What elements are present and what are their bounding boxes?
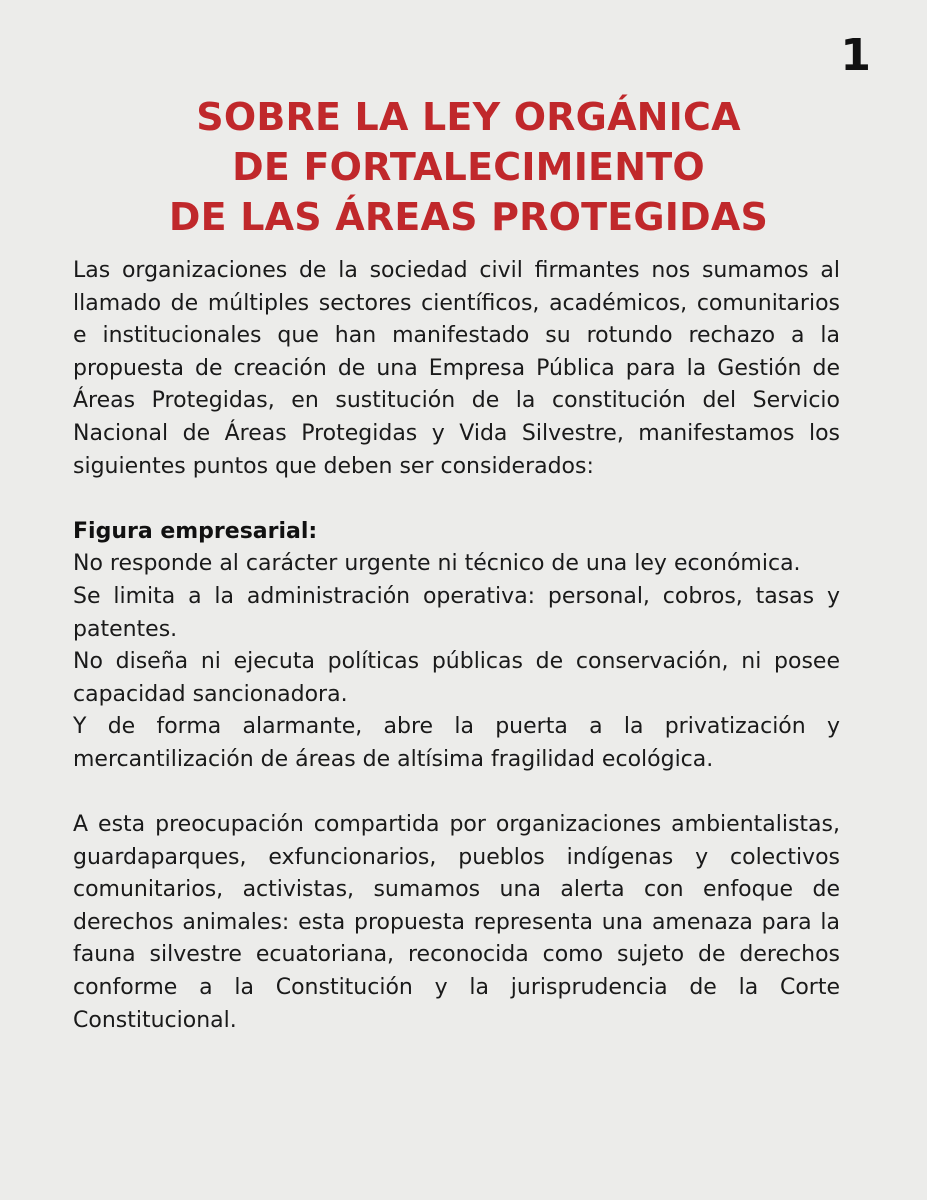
paragraph-spacer [73, 483, 840, 516]
page-number: 1 [840, 30, 871, 81]
document-body [73, 255, 840, 1037]
title-line: DE LAS ÁREAS PROTEGIDAS [168, 195, 769, 239]
paragraph-spacer [73, 777, 840, 810]
list-item: No diseña ni ejecuta políticas públicas de conservación, ni posee capacidad sancionadora. [73, 649, 840, 707]
title-line: DE FORTALECIMIENTO [232, 145, 705, 189]
list-item: Se limita a la administración operativa: personal, cobros, tasas y patentes. [73, 583, 840, 642]
list-item: Y de forma alarmante, abre la puerta a la privatización y mercantilización de áreas de altísima fragilidad ecológica. [73, 714, 840, 772]
intro-paragraph: Las organizaciones de la sociedad civil firmantes nos sumamos al llamado de múltiples sectores científicos, académicos, comunitarios e institucionales que han manifestado su rotundo rechazo a la propuesta de creación de una Empresa Pública para la Gestión de Áreas Protegidas, en sustitución de la constitución del Servicio Nacional de Áreas Protegidas y Vida Silvestre, manifestamos los siguientes puntos que deben ser considerados: [73, 258, 840, 479]
title-line: SOBRE LA LEY ORGÁNICA [196, 95, 741, 139]
closing-paragraph: A esta preocupación compartida por organizaciones ambientalistas, guardaparques, exfuncionarios, pueblos indígenas y colectivos comunitarios, activistas, sumamos una alerta con enfoque de derechos animales: esta propuesta representa una amenaza para la fauna silvestre ecuatoriana, reconocida como sujeto de derechos conforme a la Constitución y la jurisprudencia de la Corte Constitucional. [73, 812, 840, 1033]
page-title [60, 92, 877, 242]
section-heading: Figura empresarial: [73, 518, 318, 544]
list-item: No responde al carácter urgente ni técnico de una ley económica. [73, 551, 801, 577]
